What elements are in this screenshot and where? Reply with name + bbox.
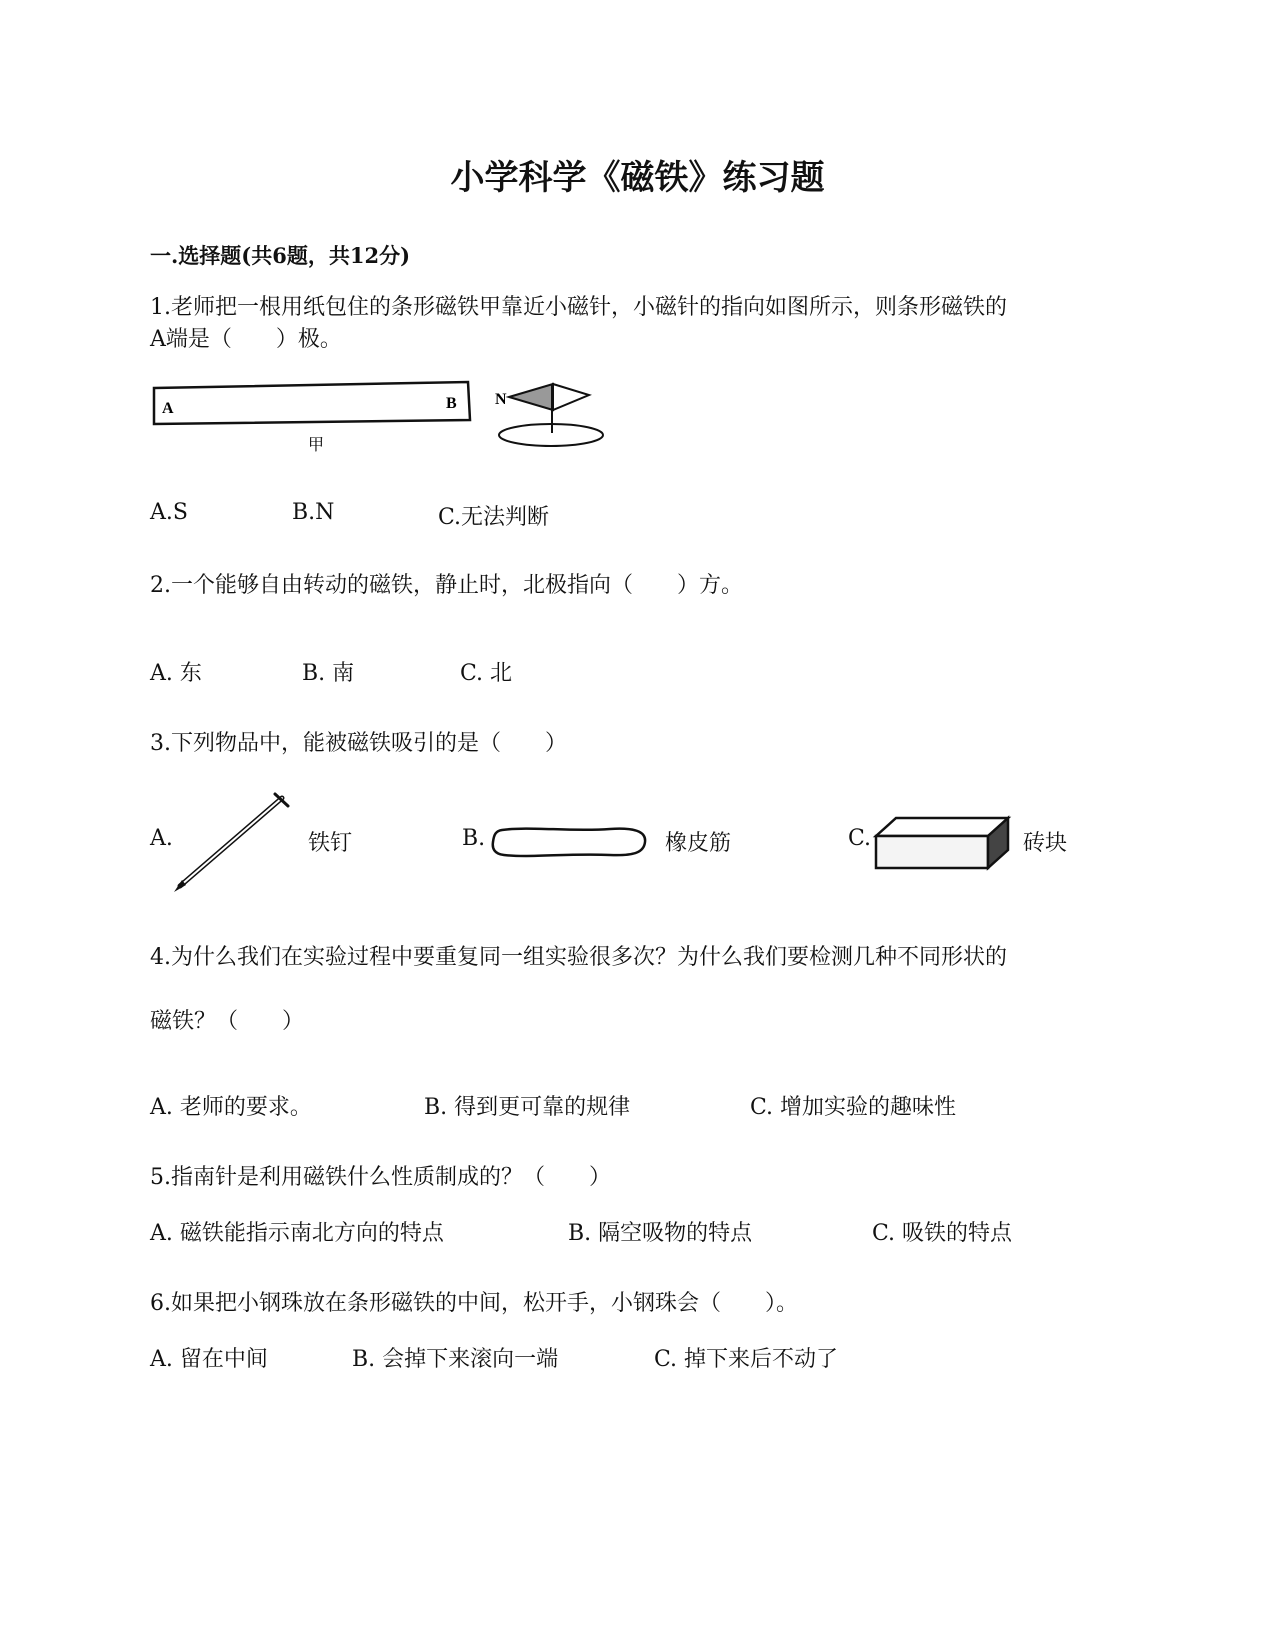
bar-magnet-icon	[154, 382, 470, 424]
magnet-name-label: 甲	[308, 435, 325, 454]
question-1-text-line1: 1.老师把一根用纸包住的条形磁铁甲靠近小磁针，小磁针的指向如图所示，则条形磁铁的	[150, 295, 1007, 320]
q4-option-a: A. 老师的要求。	[150, 1095, 312, 1120]
rubber-band-icon	[490, 822, 650, 862]
q6-option-c: C. 掉下来后不动了	[654, 1347, 839, 1372]
q4-option-b: B. 得到更可靠的规律	[424, 1095, 631, 1120]
q2-option-c: C. 北	[460, 661, 513, 686]
q3-option-c-text: 砖块	[1023, 831, 1068, 856]
page-title: 小学科学《磁铁》练习题	[450, 158, 825, 198]
magnet-end-b-label: B	[446, 395, 457, 412]
q2-option-b: B. 南	[302, 661, 355, 686]
q1-option-b: B.N	[292, 500, 335, 525]
needle-gray-half-icon	[509, 384, 553, 410]
q5-option-b: B. 隔空吸物的特点	[568, 1221, 753, 1246]
q3-option-b-text: 橡皮筋	[665, 831, 732, 856]
question-1-text-line2: A端是（ ）极。	[150, 327, 342, 352]
q3-option-a-letter: A.	[150, 826, 173, 851]
q5-option-a: A. 磁铁能指示南北方向的特点	[150, 1221, 444, 1246]
question-2-text: 2.一个能够自由转动的磁铁，静止时，北极指向（ ）方。	[150, 573, 743, 598]
question-3-text: 3.下列物品中，能被磁铁吸引的是（ ）	[150, 731, 567, 756]
nail-icon	[172, 790, 292, 895]
needle-n-label: N	[495, 391, 507, 408]
needle-white-half-icon	[553, 384, 589, 410]
q5-option-c: C. 吸铁的特点	[872, 1221, 1013, 1246]
q6-option-a: A. 留在中间	[150, 1347, 268, 1372]
q4-option-c: C. 增加实验的趣味性	[750, 1095, 957, 1120]
q6-option-b: B. 会掉下来滚向一端	[352, 1347, 559, 1372]
q3-option-a-text: 铁钉	[308, 831, 353, 856]
magnet-end-a-label: A	[162, 400, 174, 417]
section-heading: 一.选择题(共6题，共12分)	[150, 243, 411, 268]
q1-option-c: C.无法判断	[438, 505, 550, 530]
q3-option-c-letter: C.	[848, 826, 872, 851]
question-6-text: 6.如果把小钢珠放在条形磁铁的中间，松开手，小钢珠会（ ）。	[150, 1291, 798, 1316]
question-4-text-line2: 磁铁？（ ）	[150, 1009, 305, 1034]
compass-needle-figure	[495, 378, 615, 458]
q3-option-b-letter: B.	[462, 826, 486, 851]
question-4-text-line1: 4.为什么我们在实验过程中要重复同一组实验很多次？为什么我们要检测几种不同形状的	[150, 945, 1007, 970]
q1-option-a: A.S	[150, 500, 188, 525]
question-5-text: 5.指南针是利用磁铁什么性质制成的？（ ）	[150, 1165, 611, 1190]
bar-magnet-figure	[150, 378, 480, 458]
brick-icon	[874, 814, 1014, 874]
q2-option-a: A. 东	[150, 661, 202, 686]
